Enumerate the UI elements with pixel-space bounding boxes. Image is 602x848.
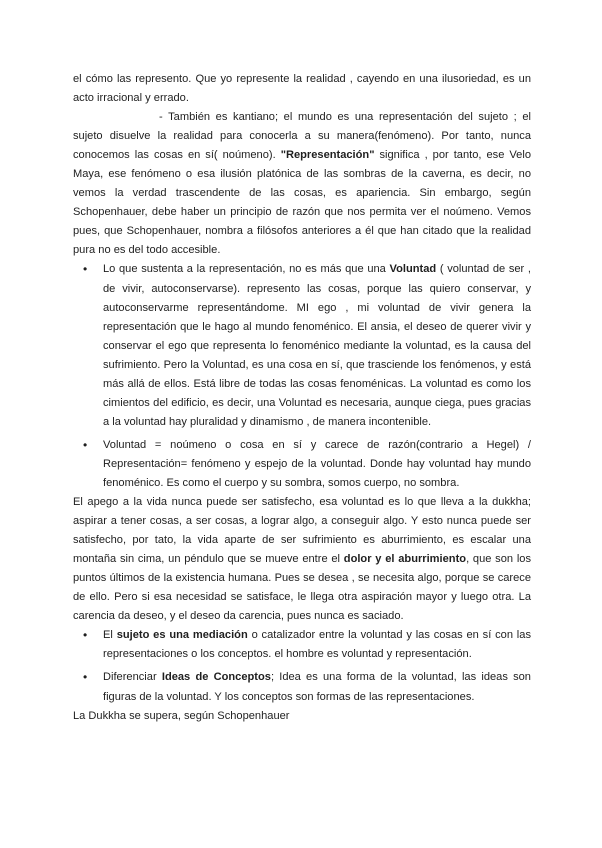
bullet-sujeto-text-a: El <box>103 629 117 642</box>
document-body <box>73 70 531 726</box>
bullet-list-2 <box>73 626 531 706</box>
bullet-voluntad-text-a: Lo que sustenta a la representación, no es más que una <box>103 263 390 276</box>
paragraph-closing <box>73 707 531 726</box>
term-voluntad: Voluntad <box>389 263 437 276</box>
paragraph-dukkha-text-a: El apego a la vida nunca puede ser satisfecho, esa voluntad es lo que lleva a la dukkha; aspirar a tener cosas, a ser cosas, a lograr algo, a conseguir algo. Y esto nunca puede ser satisfecho, por tato, la vida aparte de ser sufrimiento es aburrimiento, es escalar una montaña sin cima, un péndulo que se mueve entre el <box>73 496 531 566</box>
paragraph-kant-text-a: - También es kantiano; el mundo es una representación del sujeto ; el sujeto disuelve la realidad para conocerla a su manera(fenómeno). Por tanto, nunca conocemos las cosas en sí( noúmeno). <box>73 111 531 162</box>
bullet-equation <box>103 436 531 493</box>
bullet-voluntad <box>103 260 531 431</box>
paragraph-dukkha <box>73 493 531 626</box>
paragraph-dukkha-text-c: , que son los puntos últimos de la existencia humana. Pues se desea , se necesita algo, porque se carece de ello. Pero si esa necesidad se satisface, le llega otra aspiración mayor y luego otra. La carencia da deseo, y el deseo da carencia, pues nunca es saciado. <box>73 553 532 623</box>
paragraph-intro <box>73 70 531 108</box>
bullet-list-1 <box>73 260 531 493</box>
bullet-ideas <box>103 668 531 706</box>
paragraph-closing-text: La Dukkha se supera, según Schopenhauer <box>73 709 290 722</box>
bullet-voluntad-text-c: ( voluntad de ser , de vivir, autoconservarse). represento las cosas, porque las quiero conservar, y autoconservarme representándome. MI ego , mi voluntad de vivir genera la representación que le hago al mundo fenoménico. El ansia, el deseo de querer vivir y conservar el ego que representa lo fenoménico mediante la voluntad, es la causa del sufrimiento. Pero la Voluntad, es una cosa en sí, que trasciende los fenómenos, y está más allá de ellos. Está libre de todas las cosas fenoménicas. La voluntad es como los cimientos del edificio, es decir, una Voluntad es necesaria, aunque ciega, pues gracias a la voluntad hay pluralidad y dinamismo , de manera incontenible. <box>103 263 531 428</box>
paragraph-kant-text-c: significa , por tanto, ese Velo Maya, ese fenómeno o esa ilusión platónica de las sombras de la caverna, es decir, no vemos la verdad trascendente de las cosas, es apariencia. Sin embargo, según Schopenhauer, debe haber un principio de razón que nos permita ver el noúmeno. Vemos pues, que Schopenhauer, nombra a filósofos anteriores a él que han citado que la realidad pura no es del todo accesible. <box>73 149 531 257</box>
bullet-sujeto-text-c: o catalizador entre la voluntad y las cosas en sí con las representaciones o los conceptos. el hombre es voluntad y representación. <box>103 629 531 661</box>
paragraph-kant <box>73 108 531 260</box>
bullet-sujeto <box>103 626 531 664</box>
paragraph-intro-text: el cómo las represento. Que yo represente la realidad , cayendo en una ilusoriedad, es un acto irracional y errado. <box>73 73 531 105</box>
term-ideas-conceptos: Ideas de Conceptos <box>161 671 271 684</box>
term-representacion: "Representación" <box>280 149 375 162</box>
bullet-ideas-text-c: ; Idea es una forma de la voluntad, las ideas son figuras de la voluntad. Y los conceptos son formas de las representaciones. <box>103 671 531 703</box>
bullet-ideas-text-a: Diferenciar <box>103 671 162 684</box>
term-sujeto-mediacion: sujeto es una mediación <box>116 629 248 642</box>
term-dolor-aburrimiento: dolor y el aburrimiento <box>343 553 467 566</box>
bullet-equation-text: Voluntad = noúmeno o cosa en sí y carece de razón(contrario a Hegel) / Representación= fenómeno y espejo de la voluntad. Donde hay voluntad hay mundo fenoménico. Es como el cuerpo y su sombra, somos cuerpo, no sombra. <box>103 438 531 489</box>
